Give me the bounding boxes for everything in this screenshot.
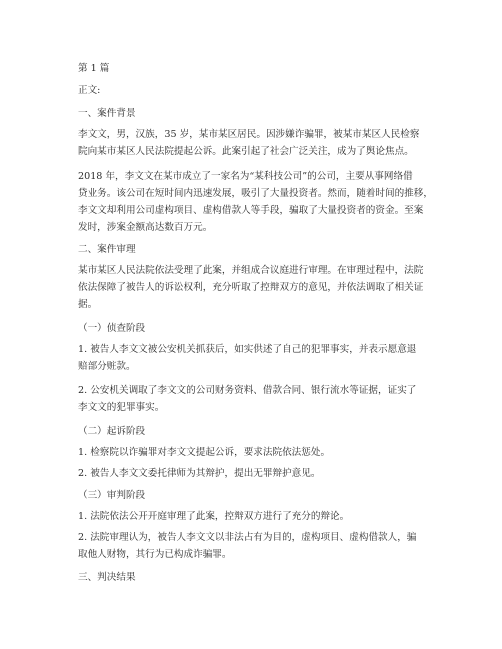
list-item: 2. 公安机关调取了李文文的公司财务资料、借款合同、银行流水等证据，证实了 李文文的犯罪事实。: [78, 385, 417, 413]
subheading-adjudication: （三）审判阶段: [78, 490, 146, 501]
list-item: 1. 检察院以诈骗罪对李文文提起公诉，要求法院依法惩处。: [78, 447, 331, 458]
list-item: 1. 法院依法公开开庭审理了此案，控辩双方进行了充分的辩论。: [78, 511, 350, 522]
paragraph-defendant-info: 李文文，男，汉族，35 岁，某市某区居民。因涉嫌诈骗罪，被某市某区人民检察 院向某市某区人民法院提起公诉。此案引起了社会广泛关注，成为了舆论焦点。: [78, 129, 420, 157]
list-item: 1. 被告人李文文被公安机关抓获后，如实供述了自己的犯罪事实，并表示愿意退 赔部分赃款。: [78, 344, 417, 372]
subheading-prosecution: （二）起诉阶段: [78, 426, 146, 437]
paragraph-trial-overview: 某市某区人民法院依法受理了此案，并组成合议庭进行审理。在审理过程中，法院 依法保障了被告人的诉讼权利，充分听取了控辩双方的意见，并依法调取了相关证 据。: [78, 265, 424, 310]
list-item: 2. 被告人李文文委托律师为其辩护，提出无罪辩护意见。: [78, 468, 321, 479]
paragraph-case-facts: 2018 年，李文文在某市成立了一家名为“某科技公司”的公司，主要从事网络借 贷业务。该公司在短时间内迅速发展，吸引了大量投资者。然而，随着时间的推移， 李文文却利用公司虚构项目、虚构借款人等手段，骗取了大量投资者的资金。至案 发时，涉案金额高达数百万元。: [78, 171, 433, 233]
subheading-investigation: （一）侦查阶段: [78, 323, 146, 334]
section-heading-verdict: 三、判决结果: [78, 572, 136, 583]
section-heading-background: 一、案件背景: [78, 108, 136, 119]
list-item: 2. 法院审理认为，被告人李文文以非法占有为目的，虚构项目、虚构借款人，骗 取他人财物，其行为已构成诈骗罪。: [78, 532, 417, 560]
body-label: 正文:: [78, 85, 101, 96]
section-heading-trial: 二、案件审理: [78, 244, 136, 255]
page-heading: 第 1 篇: [78, 63, 110, 74]
